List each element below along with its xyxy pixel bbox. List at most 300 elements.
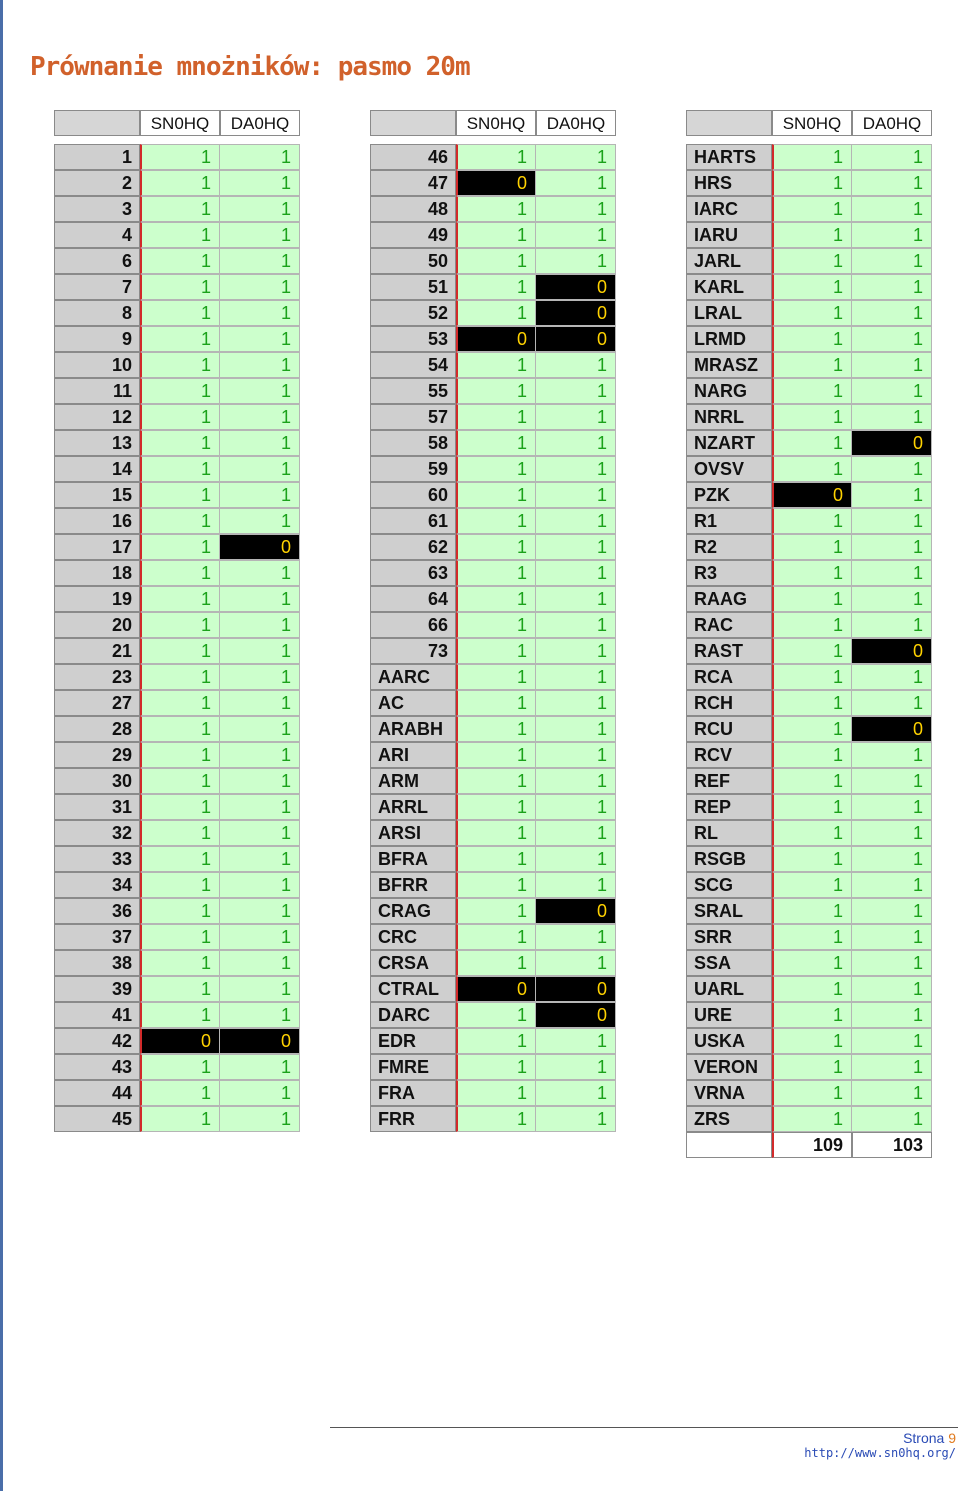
- da0hq-value: 1: [220, 1002, 300, 1028]
- sn0hq-value: 1: [772, 196, 852, 222]
- row-label: SRAL: [686, 898, 772, 924]
- row-label: 50: [370, 248, 456, 274]
- row-label: URE: [686, 1002, 772, 1028]
- row-label: IARU: [686, 222, 772, 248]
- sn0hq-value: 1: [456, 872, 536, 898]
- row-label: 36: [54, 898, 140, 924]
- row-label: 45: [54, 1106, 140, 1132]
- sn0hq-value: 1: [772, 664, 852, 690]
- row-label: 9: [54, 326, 140, 352]
- sn0hq-value: 1: [456, 794, 536, 820]
- table-row: [686, 196, 932, 222]
- table-row: [686, 612, 932, 638]
- table-row: [686, 924, 932, 950]
- row-label: USKA: [686, 1028, 772, 1054]
- table-row: [54, 1054, 300, 1080]
- da0hq-value: 1: [220, 768, 300, 794]
- da0hq-value: 1: [852, 378, 932, 404]
- sn0hq-value: 1: [456, 352, 536, 378]
- da0hq-value: 1: [852, 1106, 932, 1132]
- da0hq-value: 1: [220, 924, 300, 950]
- row-label: 38: [54, 950, 140, 976]
- sn0hq-value: 1: [140, 222, 220, 248]
- da0hq-value: 1: [220, 326, 300, 352]
- sn0hq-value: 1: [140, 274, 220, 300]
- table-row: [54, 820, 300, 846]
- row-label: PZK: [686, 482, 772, 508]
- table-row: [54, 508, 300, 534]
- row-label: NRRL: [686, 404, 772, 430]
- sn0hq-value: 1: [456, 560, 536, 586]
- table-row: [686, 352, 932, 378]
- sn0hq-value: 1: [140, 742, 220, 768]
- da0hq-value: 1: [220, 300, 300, 326]
- row-label: 57: [370, 404, 456, 430]
- table-row: [370, 690, 616, 716]
- table-row: [686, 326, 932, 352]
- row-label: MRASZ: [686, 352, 772, 378]
- table-row: [686, 664, 932, 690]
- da0hq-value: 1: [536, 560, 616, 586]
- da0hq-value: 0: [536, 898, 616, 924]
- sn0hq-value: 1: [140, 638, 220, 664]
- sn0hq-value: 1: [140, 716, 220, 742]
- row-label: 8: [54, 300, 140, 326]
- totals-row: [686, 1132, 932, 1158]
- row-label: NARG: [686, 378, 772, 404]
- sn0hq-value: 1: [772, 690, 852, 716]
- row-label: 30: [54, 768, 140, 794]
- sn0hq-value: 1: [772, 248, 852, 274]
- da0hq-value: 0: [220, 534, 300, 560]
- row-label: VERON: [686, 1054, 772, 1080]
- row-label: CTRAL: [370, 976, 456, 1002]
- row-label: 54: [370, 352, 456, 378]
- row-label: KARL: [686, 274, 772, 300]
- da0hq-value: 1: [852, 1080, 932, 1106]
- row-label: 53: [370, 326, 456, 352]
- da0hq-value: 1: [852, 872, 932, 898]
- sn0hq-value: 1: [456, 768, 536, 794]
- sn0hq-value: 1: [140, 1054, 220, 1080]
- da0hq-value: 1: [536, 664, 616, 690]
- row-label: 12: [54, 404, 140, 430]
- row-label: 49: [370, 222, 456, 248]
- table-row: [54, 586, 300, 612]
- da0hq-value: 1: [852, 170, 932, 196]
- table-row: [686, 872, 932, 898]
- sn0hq-value: 1: [140, 612, 220, 638]
- da0hq-value: 1: [852, 482, 932, 508]
- da0hq-value: 1: [536, 482, 616, 508]
- da0hq-value: 1: [852, 404, 932, 430]
- table-header-row: [370, 110, 616, 136]
- table-row: [54, 482, 300, 508]
- table-row: [370, 612, 616, 638]
- row-label: HRS: [686, 170, 772, 196]
- table-row: [370, 794, 616, 820]
- table-row: [370, 924, 616, 950]
- da0hq-value: 1: [220, 248, 300, 274]
- da0hq-value: 1: [220, 404, 300, 430]
- sn0hq-value: 1: [772, 768, 852, 794]
- table-row: [54, 638, 300, 664]
- row-label: 33: [54, 846, 140, 872]
- row-label: ARM: [370, 768, 456, 794]
- da0hq-value: 1: [536, 638, 616, 664]
- sn0hq-value: 1: [456, 248, 536, 274]
- table-row: [54, 222, 300, 248]
- row-label: RCH: [686, 690, 772, 716]
- da0hq-value: 1: [220, 742, 300, 768]
- row-label: 16: [54, 508, 140, 534]
- table-row: [370, 196, 616, 222]
- sn0hq-value: 1: [772, 352, 852, 378]
- table-row: [370, 768, 616, 794]
- da0hq-value: 1: [536, 1106, 616, 1132]
- table-row: [686, 1054, 932, 1080]
- table-row: [54, 716, 300, 742]
- da0hq-value: 1: [220, 274, 300, 300]
- sn0hq-value: 1: [456, 586, 536, 612]
- row-label: 47: [370, 170, 456, 196]
- da0hq-value: 1: [852, 924, 932, 950]
- sn0hq-value: 1: [456, 300, 536, 326]
- row-label: IARC: [686, 196, 772, 222]
- table-row: [686, 950, 932, 976]
- row-label: LRMD: [686, 326, 772, 352]
- column-header-sn0hq: SN0HQ: [772, 110, 852, 136]
- da0hq-value: 1: [536, 170, 616, 196]
- table-header-row: [686, 110, 932, 136]
- table-row: [370, 1028, 616, 1054]
- sn0hq-value: 1: [772, 1002, 852, 1028]
- row-label: RAC: [686, 612, 772, 638]
- footer-divider: [330, 1427, 958, 1428]
- row-label: 46: [370, 144, 456, 170]
- row-label: REP: [686, 794, 772, 820]
- table-row: [370, 976, 616, 1002]
- row-label: JARL: [686, 248, 772, 274]
- row-label: BFRA: [370, 846, 456, 872]
- table-row: [686, 144, 932, 170]
- row-label: 17: [54, 534, 140, 560]
- sn0hq-value: 1: [140, 690, 220, 716]
- table-row: [54, 248, 300, 274]
- row-label: AC: [370, 690, 456, 716]
- row-label: 6: [54, 248, 140, 274]
- row-label: 43: [54, 1054, 140, 1080]
- row-label: 31: [54, 794, 140, 820]
- sn0hq-value: 1: [772, 1080, 852, 1106]
- row-label: R3: [686, 560, 772, 586]
- da0hq-value: 1: [852, 534, 932, 560]
- table-row: [686, 1106, 932, 1132]
- header-blank-cell: [686, 110, 772, 136]
- sn0hq-value: 1: [772, 924, 852, 950]
- sn0hq-value: 1: [456, 1028, 536, 1054]
- da0hq-value: 1: [220, 378, 300, 404]
- table-row: [370, 404, 616, 430]
- table-row: [686, 1028, 932, 1054]
- sn0hq-total: 109: [772, 1132, 852, 1158]
- row-label: 48: [370, 196, 456, 222]
- sn0hq-value: 1: [140, 976, 220, 1002]
- da0hq-value: 1: [852, 222, 932, 248]
- column-header-da0hq: DA0HQ: [852, 110, 932, 136]
- sn0hq-value: 1: [456, 638, 536, 664]
- table-row: [54, 690, 300, 716]
- row-label: RAAG: [686, 586, 772, 612]
- sn0hq-value: 1: [772, 612, 852, 638]
- sn0hq-value: 1: [140, 560, 220, 586]
- table-row: [54, 170, 300, 196]
- sn0hq-value: 1: [772, 742, 852, 768]
- table-row: [54, 768, 300, 794]
- table-row: [54, 742, 300, 768]
- sn0hq-value: 1: [456, 222, 536, 248]
- sn0hq-value: 1: [456, 404, 536, 430]
- da0hq-value: 0: [852, 638, 932, 664]
- sn0hq-value: 1: [772, 430, 852, 456]
- sn0hq-value: 1: [140, 196, 220, 222]
- da0hq-value: 0: [536, 1002, 616, 1028]
- da0hq-value: 1: [536, 1054, 616, 1080]
- header-blank-cell: [54, 110, 140, 136]
- sn0hq-value: 1: [772, 170, 852, 196]
- sn0hq-value: 1: [772, 1106, 852, 1132]
- da0hq-value: 1: [220, 794, 300, 820]
- table-row: [686, 378, 932, 404]
- row-label: 13: [54, 430, 140, 456]
- row-label: ARABH: [370, 716, 456, 742]
- da0hq-value: 1: [536, 508, 616, 534]
- row-label: 20: [54, 612, 140, 638]
- sn0hq-value: 1: [772, 222, 852, 248]
- sn0hq-value: 1: [456, 430, 536, 456]
- row-label: 41: [54, 1002, 140, 1028]
- da0hq-value: 1: [852, 456, 932, 482]
- sn0hq-value: 1: [456, 664, 536, 690]
- da0hq-value: 1: [852, 274, 932, 300]
- table-row: [370, 846, 616, 872]
- row-label: BFRR: [370, 872, 456, 898]
- row-label: 32: [54, 820, 140, 846]
- row-label: 28: [54, 716, 140, 742]
- totals-blank-cell: [686, 1132, 772, 1158]
- sn0hq-value: 0: [456, 976, 536, 1002]
- da0hq-value: 1: [536, 196, 616, 222]
- table-row: [686, 170, 932, 196]
- table-row: [54, 144, 300, 170]
- da0hq-value: 1: [852, 144, 932, 170]
- row-label: OVSV: [686, 456, 772, 482]
- sn0hq-value: 1: [456, 950, 536, 976]
- sn0hq-value: 1: [456, 924, 536, 950]
- row-label: 27: [54, 690, 140, 716]
- table-row: [686, 638, 932, 664]
- da0hq-value: 1: [536, 378, 616, 404]
- da0hq-value: 1: [536, 534, 616, 560]
- da0hq-value: 0: [536, 326, 616, 352]
- table-row: [370, 716, 616, 742]
- table-row: [370, 534, 616, 560]
- da0hq-value: 1: [536, 742, 616, 768]
- da0hq-value: 1: [536, 612, 616, 638]
- row-label: 2: [54, 170, 140, 196]
- footer-url[interactable]: http://www.sn0hq.org/: [804, 1446, 956, 1460]
- table-row: [370, 482, 616, 508]
- da0hq-value: 1: [220, 456, 300, 482]
- da0hq-value: 1: [536, 1028, 616, 1054]
- da0hq-value: 1: [220, 716, 300, 742]
- table-row: [370, 638, 616, 664]
- sn0hq-value: 1: [772, 872, 852, 898]
- sn0hq-value: 1: [772, 846, 852, 872]
- table-row: [686, 768, 932, 794]
- da0hq-value: 1: [220, 508, 300, 534]
- table-row: [370, 1106, 616, 1132]
- da0hq-value: 1: [220, 690, 300, 716]
- table-row: [54, 950, 300, 976]
- sn0hq-value: 1: [140, 1002, 220, 1028]
- sn0hq-value: 1: [140, 378, 220, 404]
- row-label: 3: [54, 196, 140, 222]
- table-row: [54, 1080, 300, 1106]
- table-row: [54, 352, 300, 378]
- da0hq-value: 1: [852, 846, 932, 872]
- sn0hq-value: 1: [772, 300, 852, 326]
- da0hq-value: 1: [536, 924, 616, 950]
- table-row: [370, 820, 616, 846]
- row-label: SSA: [686, 950, 772, 976]
- multiplier-table-1: [54, 110, 300, 1132]
- row-label: R1: [686, 508, 772, 534]
- sn0hq-value: 1: [456, 378, 536, 404]
- page-title: Prównanie mnożników: pasmo 20m: [30, 52, 470, 82]
- da0hq-value: 1: [852, 352, 932, 378]
- sn0hq-value: 1: [456, 534, 536, 560]
- sn0hq-value: 1: [456, 742, 536, 768]
- sn0hq-value: 1: [140, 144, 220, 170]
- page-number: 9: [948, 1430, 956, 1446]
- row-label: 37: [54, 924, 140, 950]
- sn0hq-value: 1: [772, 144, 852, 170]
- row-label: REF: [686, 768, 772, 794]
- row-label: ARRL: [370, 794, 456, 820]
- row-label: FRR: [370, 1106, 456, 1132]
- da0hq-value: 1: [852, 1054, 932, 1080]
- row-label: NZART: [686, 430, 772, 456]
- sn0hq-value: 1: [772, 976, 852, 1002]
- sn0hq-value: 1: [456, 716, 536, 742]
- table-row: [54, 274, 300, 300]
- sn0hq-value: 1: [772, 794, 852, 820]
- sn0hq-value: 1: [140, 794, 220, 820]
- da0hq-value: 1: [220, 898, 300, 924]
- da0hq-value: 1: [852, 742, 932, 768]
- sn0hq-value: 1: [772, 534, 852, 560]
- sn0hq-value: 1: [456, 1106, 536, 1132]
- da0hq-value: 1: [220, 846, 300, 872]
- sn0hq-value: 1: [456, 144, 536, 170]
- da0hq-value: 1: [852, 1028, 932, 1054]
- sn0hq-value: 1: [140, 1106, 220, 1132]
- table-row: [370, 586, 616, 612]
- row-label: 42: [54, 1028, 140, 1054]
- da0hq-value: 1: [852, 1002, 932, 1028]
- table-row: [370, 560, 616, 586]
- sn0hq-value: 1: [140, 430, 220, 456]
- da0hq-value: 1: [220, 612, 300, 638]
- da0hq-value: 1: [220, 820, 300, 846]
- table-row: [54, 404, 300, 430]
- sn0hq-value: 1: [140, 248, 220, 274]
- table-row: [370, 248, 616, 274]
- da0hq-value: 1: [220, 950, 300, 976]
- sn0hq-value: 1: [140, 404, 220, 430]
- sn0hq-value: 1: [456, 482, 536, 508]
- da0hq-value: 1: [852, 690, 932, 716]
- row-label: RSGB: [686, 846, 772, 872]
- sn0hq-value: 1: [140, 872, 220, 898]
- da0hq-value: 1: [536, 248, 616, 274]
- sn0hq-value: 1: [772, 274, 852, 300]
- row-label: LRAL: [686, 300, 772, 326]
- da0hq-value: 1: [536, 404, 616, 430]
- sn0hq-value: 1: [772, 508, 852, 534]
- table-row: [370, 274, 616, 300]
- table-row: [370, 742, 616, 768]
- sn0hq-value: 1: [456, 1080, 536, 1106]
- sn0hq-value: 0: [456, 170, 536, 196]
- table-row: [370, 664, 616, 690]
- da0hq-value: 1: [536, 1080, 616, 1106]
- table-row: [54, 378, 300, 404]
- table-row: [370, 1080, 616, 1106]
- row-label: ARI: [370, 742, 456, 768]
- table-row: [54, 196, 300, 222]
- table-row: [686, 898, 932, 924]
- table-row: [370, 950, 616, 976]
- row-label: 44: [54, 1080, 140, 1106]
- sn0hq-value: 1: [140, 170, 220, 196]
- sn0hq-value: 1: [140, 534, 220, 560]
- header-blank-cell: [370, 110, 456, 136]
- sn0hq-value: 1: [772, 638, 852, 664]
- column-header-da0hq: DA0HQ: [220, 110, 300, 136]
- sn0hq-value: 1: [772, 378, 852, 404]
- da0hq-value: 1: [852, 586, 932, 612]
- da0hq-value: 1: [536, 222, 616, 248]
- da0hq-value: 1: [220, 1054, 300, 1080]
- da0hq-value: 1: [220, 196, 300, 222]
- row-label: FRA: [370, 1080, 456, 1106]
- row-label: 11: [54, 378, 140, 404]
- row-label: VRNA: [686, 1080, 772, 1106]
- table-row: [686, 430, 932, 456]
- da0hq-value: 1: [220, 352, 300, 378]
- row-label: RCU: [686, 716, 772, 742]
- column-header-da0hq: DA0HQ: [536, 110, 616, 136]
- da0hq-value: 1: [220, 664, 300, 690]
- table-row: [370, 508, 616, 534]
- row-label: 51: [370, 274, 456, 300]
- row-label: AARC: [370, 664, 456, 690]
- row-label: 21: [54, 638, 140, 664]
- da0hq-value: 1: [536, 586, 616, 612]
- sn0hq-value: 1: [140, 768, 220, 794]
